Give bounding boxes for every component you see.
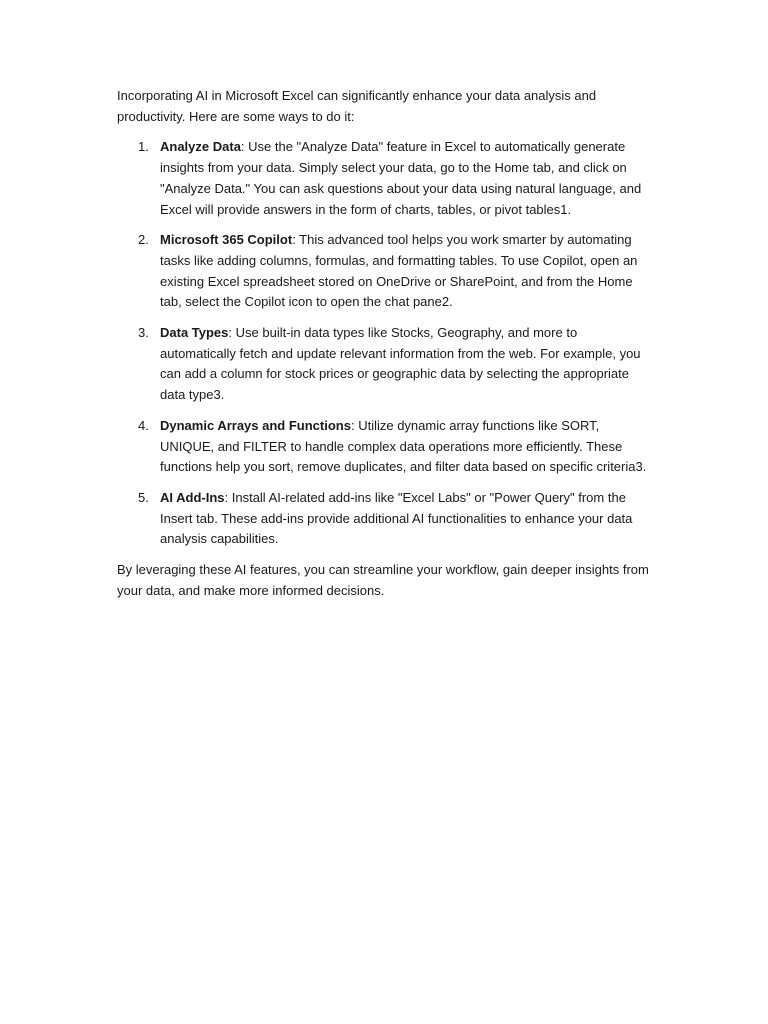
list-description: : This advanced tool helps you work smarter by automating tasks like adding columns, formulas, and formatting tables. To use Copilot, open an existing Excel spreadsheet stored on OneDrive or SharePoint, and from the Home tab, select the Copilot icon to open the chat pane2. xyxy=(160,232,638,310)
list-term: Analyze Data xyxy=(160,139,241,155)
list-number: 2. xyxy=(138,232,149,248)
list-description: : Install AI-related add-ins like "Excel Labs" or "Power Query" from the Insert tab. These add-ins provide additional AI functionalities to enhance your data analysis capabilities. xyxy=(160,489,633,547)
list-number: 5. xyxy=(138,489,149,505)
list-description: : Utilize dynamic array functions like SORT, UNIQUE, and FILTER to handle complex data operations more efficiently. These functions help you sort, remove duplicates, and filter data based on specific criteria3. xyxy=(160,417,647,475)
list-description: : Use built-in data types like Stocks, Geography, and more to automatically fetch and update relevant information from the web. For example, you can add a column for stock prices or geographic data by selecting the appropriate data type3. xyxy=(160,325,641,403)
intro-paragraph: Incorporating AI in Microsoft Excel can significantly enhance your data analysis and productivity. Here are some ways to do it: xyxy=(117,88,597,124)
list-term: Microsoft 365 Copilot xyxy=(160,232,293,248)
list-number: 1. xyxy=(138,139,149,155)
list-term: Data Types xyxy=(160,325,229,341)
list-item-analyze-data xyxy=(117,137,653,220)
ways-list xyxy=(117,137,653,550)
list-item-microsoft-365-copilot xyxy=(117,230,653,313)
list-number: 4. xyxy=(138,417,149,433)
list-item-dynamic-arrays xyxy=(117,416,653,478)
list-item-data-types xyxy=(117,323,653,406)
list-description: : Use the "Analyze Data" feature in Excel to automatically generate insights from your data. Simply select your data, go to the Home tab, and click on "Analyze Data." You can ask questions about your data using natural language, and Excel will provide answers in the form of charts, tables, or pivot tables1. xyxy=(160,139,642,217)
list-number: 3. xyxy=(138,325,149,341)
list-term: Dynamic Arrays and Functions xyxy=(160,417,351,433)
list-item-ai-add-ins xyxy=(117,488,653,550)
closing-paragraph: By leveraging these AI features, you can streamline your workflow, gain deeper insights from your data, and make more informed decisions. xyxy=(117,562,649,598)
document-body xyxy=(117,86,653,601)
list-term: AI Add-Ins xyxy=(160,489,225,505)
